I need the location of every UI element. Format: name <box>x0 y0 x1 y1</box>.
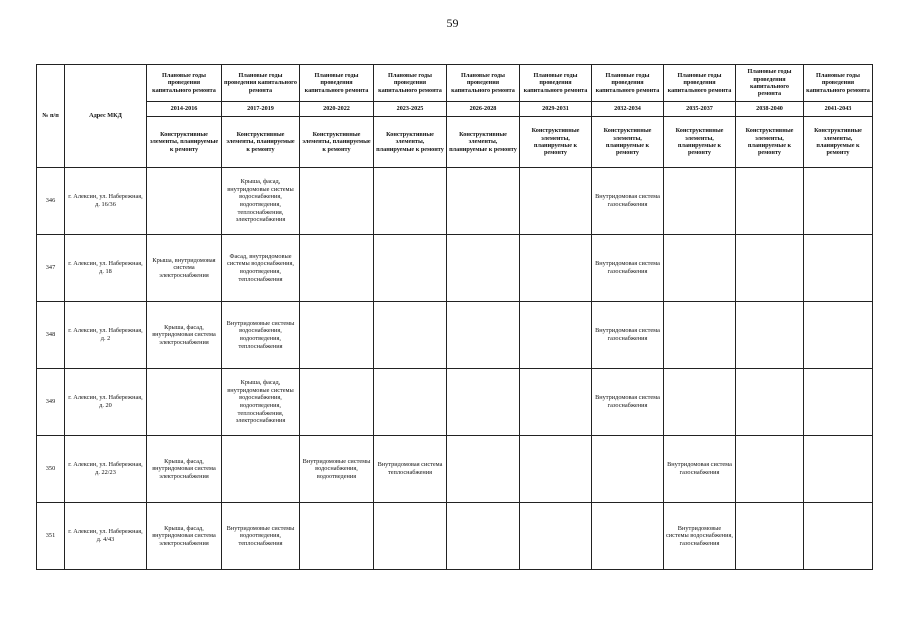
table-cell: Внутридомовые системы водоснабжения, газоснабжения <box>664 503 736 570</box>
period-title: Плановые годы проведения капитального ремонта <box>222 65 300 102</box>
table-cell: Крыша, фасад, внутридомовая система электроснабжения <box>147 503 222 570</box>
table-cell: Крыша, фасад, внутридомовые системы водоснабжения, водоотведения, теплоснабжения, электроснабжения <box>222 369 300 436</box>
row-address: г. Алексин, ул. Набережная, д. 22/23 <box>65 436 147 503</box>
row-address: г. Алексин, ул. Набережная, д. 4/43 <box>65 503 147 570</box>
table-cell <box>374 503 447 570</box>
table-cell: Внутридомовая система газоснабжения <box>592 369 664 436</box>
table-cell <box>447 302 520 369</box>
table-cell: Внутридомовая система газоснабжения <box>592 235 664 302</box>
period-years: 2032-2034 <box>592 102 664 117</box>
table-cell <box>736 235 804 302</box>
table-row <box>37 436 873 503</box>
table-cell <box>804 369 873 436</box>
row-number: 349 <box>37 369 65 436</box>
table-cell <box>300 168 374 235</box>
table-cell <box>447 503 520 570</box>
table-cell <box>736 436 804 503</box>
sub-label: Конструктивные элементы, планируемые к ремонту <box>592 117 664 168</box>
table-cell <box>300 302 374 369</box>
sub-label: Конструктивные элементы, планируемые к ремонту <box>374 117 447 168</box>
table-cell <box>520 503 592 570</box>
table-cell <box>736 503 804 570</box>
row-number: 350 <box>37 436 65 503</box>
period-title: Плановые годы проведения капитального ремонта <box>736 65 804 102</box>
period-years: 2020-2022 <box>300 102 374 117</box>
row-number: 347 <box>37 235 65 302</box>
table-cell: Внутридомовая система теплоснабжения <box>374 436 447 503</box>
table-cell: Внутридомовые системы водоотведения, теплоснабжения <box>222 503 300 570</box>
table-cell: Внутридомовые системы водоснабжения, водоотведения <box>300 436 374 503</box>
table-cell <box>736 168 804 235</box>
table-cell <box>804 302 873 369</box>
table-row <box>37 302 873 369</box>
table-cell <box>804 503 873 570</box>
table-cell <box>147 369 222 436</box>
table-cell <box>736 369 804 436</box>
table-row <box>37 503 873 570</box>
sub-label: Конструктивные элементы, планируемые к ремонту <box>804 117 873 168</box>
table-cell <box>374 168 447 235</box>
period-years: 2041-2043 <box>804 102 873 117</box>
sub-label: Конструктивные элементы, планируемые к ремонту <box>664 117 736 168</box>
table-cell: Внутридомовая система газоснабжения <box>592 302 664 369</box>
table-cell <box>147 168 222 235</box>
row-address: г. Алексин, ул. Набережная, д. 16/36 <box>65 168 147 235</box>
table-cell <box>447 235 520 302</box>
table-cell <box>664 302 736 369</box>
sub-label: Конструктивные элементы, планируемые к ремонту <box>447 117 520 168</box>
period-title: Плановые годы проведения капитального ремонта <box>664 65 736 102</box>
row-number: 348 <box>37 302 65 369</box>
table-cell: Внутридомовая система газоснабжения <box>664 436 736 503</box>
period-years: 2038-2040 <box>736 102 804 117</box>
table-cell: Внутридомовая система газоснабжения <box>592 168 664 235</box>
table-cell <box>664 235 736 302</box>
table-cell <box>520 168 592 235</box>
period-title: Плановые годы проведения капитального ремонта <box>520 65 592 102</box>
table-cell <box>592 503 664 570</box>
sub-label: Конструктивные элементы, планируемые к ремонту <box>300 117 374 168</box>
table-cell <box>374 235 447 302</box>
table-cell <box>300 503 374 570</box>
period-years: 2026-2028 <box>447 102 520 117</box>
table-cell <box>447 436 520 503</box>
period-title: Плановые годы проведения капитального ремонта <box>147 65 222 102</box>
table-cell <box>222 436 300 503</box>
table-cell <box>804 436 873 503</box>
header-row-years <box>37 102 873 117</box>
table-cell <box>374 369 447 436</box>
col-address-header: Адрес МКД <box>65 65 147 168</box>
table-cell <box>520 302 592 369</box>
period-years: 2023-2025 <box>374 102 447 117</box>
table-row <box>37 235 873 302</box>
table-cell <box>736 302 804 369</box>
table-cell: Крыша, фасад, внутридомовая система электроснабжения <box>147 436 222 503</box>
table-row <box>37 168 873 235</box>
table-cell <box>664 168 736 235</box>
period-title: Плановые годы проведения капитального ремонта <box>447 65 520 102</box>
col-number-header: № п/п <box>37 65 65 168</box>
table-cell: Крыша, внутридомовая система электроснабжения <box>147 235 222 302</box>
sub-label: Конструктивные элементы, планируемые к ремонту <box>147 117 222 168</box>
table-cell <box>592 436 664 503</box>
period-years: 2029-2031 <box>520 102 592 117</box>
period-title: Плановые годы проведения капитального ремонта <box>300 65 374 102</box>
table-cell <box>520 436 592 503</box>
sub-label: Конструктивные элементы, планируемые к ремонту <box>222 117 300 168</box>
capital-repair-table <box>36 64 873 570</box>
table-row <box>37 369 873 436</box>
row-address: г. Алексин, ул. Набережная, д. 20 <box>65 369 147 436</box>
table-cell <box>804 168 873 235</box>
table-cell: Внутридомовые системы водоснабжения, водоотведения, теплоснабжения <box>222 302 300 369</box>
period-title: Плановые годы проведения капитального ремонта <box>804 65 873 102</box>
table-cell <box>520 369 592 436</box>
table-cell: Фасад, внутридомовые системы водоснабжения, водоотведения, теплоснабжения <box>222 235 300 302</box>
table-cell <box>300 369 374 436</box>
table-cell <box>520 235 592 302</box>
row-address: г. Алексин, ул. Набережная, д. 2 <box>65 302 147 369</box>
row-number: 351 <box>37 503 65 570</box>
table-cell <box>447 168 520 235</box>
table-cell: Крыша, фасад, внутридомовая система электроснабжения <box>147 302 222 369</box>
header-row-sub <box>37 117 873 168</box>
table-cell <box>447 369 520 436</box>
row-address: г. Алексин, ул. Набережная, д. 18 <box>65 235 147 302</box>
table-cell: Крыша, фасад, внутридомовые системы водоснабжения, водоотведения, теплоснабжения, электроснабжения <box>222 168 300 235</box>
period-years: 2017-2019 <box>222 102 300 117</box>
period-years: 2035-2037 <box>664 102 736 117</box>
sub-label: Конструктивные элементы, планируемые к ремонту <box>520 117 592 168</box>
period-title: Плановые годы проведения капитального ремонта <box>592 65 664 102</box>
period-years: 2014-2016 <box>147 102 222 117</box>
header-row-titles <box>37 65 873 102</box>
period-title: Плановые годы проведения капитального ремонта <box>374 65 447 102</box>
table-cell <box>664 369 736 436</box>
table-cell <box>374 302 447 369</box>
table-cell <box>804 235 873 302</box>
table-cell <box>300 235 374 302</box>
sub-label: Конструктивные элементы, планируемые к ремонту <box>736 117 804 168</box>
row-number: 346 <box>37 168 65 235</box>
page-number: 59 <box>446 16 459 30</box>
